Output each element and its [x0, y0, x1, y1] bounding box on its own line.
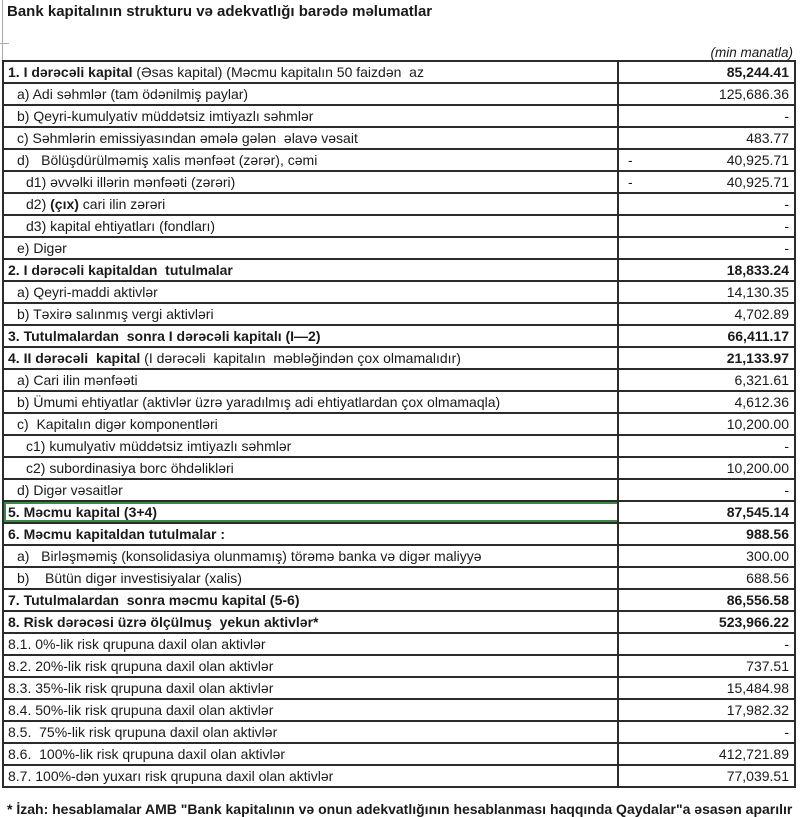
row-label: d3) kapital ehtiyatları (fondları)	[4, 216, 619, 236]
row-label: 3. Tutulmalardan sonra I dərəcəli kapitalı (I—2)	[4, 326, 619, 346]
value-text: -	[784, 482, 789, 498]
table-row	[4, 128, 794, 150]
value-text: 86,556.58	[726, 592, 789, 608]
value-text: 4,612.36	[734, 394, 789, 410]
row-value	[619, 634, 794, 654]
row-value	[619, 700, 794, 720]
row-value	[619, 480, 794, 500]
row-value	[619, 546, 794, 566]
row-label: d) Digər vəsaitlər	[4, 480, 619, 500]
row-label: b) Ümumi ehtiyatlar (aktivlər üzrə yaradılmış adi ehtiyatlardan çox olmamaqla)	[4, 392, 619, 412]
table-row	[4, 282, 794, 304]
table-row	[4, 678, 794, 700]
row-label: 8.7. 100%-dən yuxarı risk qrupuna daxil olan aktivlər	[4, 766, 619, 786]
value-text: -	[784, 438, 789, 454]
value-text: -	[784, 636, 789, 652]
table-row	[4, 700, 794, 722]
sheet-gridline-tick	[0, 43, 9, 44]
row-label: 8.3. 35%-lik risk qrupuna daxil olan aktivlər	[4, 678, 619, 698]
table-row	[4, 260, 794, 282]
table-row	[4, 590, 794, 612]
row-value	[619, 744, 794, 764]
sheet-gridline-vertical	[2, 0, 3, 62]
table-row	[4, 656, 794, 678]
table-row	[4, 238, 794, 260]
value-text: -	[784, 218, 789, 234]
row-label: 8.2. 20%-lik risk qrupuna daxil olan aktivlər	[4, 656, 619, 676]
row-value	[619, 414, 794, 434]
row-value	[619, 106, 794, 126]
row-value	[619, 524, 794, 544]
row-value	[619, 656, 794, 676]
value-text: 300.00	[746, 548, 789, 564]
row-label: d2) (çıx) cari ilin zərəri	[4, 194, 619, 214]
footnote: * İzah: hesablamalar AMB "Bank kapitalının və onun adekvatlığının hesablanması haqqında Qaydalar"a əsasən aparılır	[7, 801, 793, 817]
value-text: 412,721.89	[718, 746, 789, 762]
table-row	[4, 568, 794, 590]
value-text: 483.77	[746, 130, 789, 146]
row-value	[619, 458, 794, 478]
row-label: b) Qeyri-kumulyativ müddətsiz imtiyazlı səhmlər	[4, 106, 619, 126]
unit-label: (min manatla)	[710, 45, 793, 60]
table-row	[4, 502, 794, 524]
row-value	[619, 260, 794, 280]
row-value	[619, 568, 794, 588]
value-text: 21,133.97	[726, 350, 789, 366]
row-label: a) Adi səhmlər (tam ödənilmiş paylar)	[4, 84, 619, 104]
row-label: b) Bütün digər investisiyalar (xalis)	[4, 568, 619, 588]
value-text: 18,833.24	[726, 262, 789, 278]
table-row	[4, 84, 794, 106]
table-row	[4, 194, 794, 216]
table-row	[4, 106, 794, 128]
value-text: -	[784, 196, 789, 212]
row-value	[619, 722, 794, 742]
negative-sign: -	[628, 174, 633, 190]
value-text: 40,925.71	[726, 174, 789, 190]
value-text: 15,484.98	[726, 680, 789, 696]
row-value	[619, 150, 794, 170]
table-row	[4, 304, 794, 326]
row-label: 8.1. 0%-lik risk qrupuna daxil olan aktivlər	[4, 634, 619, 654]
row-value	[619, 238, 794, 258]
table-row	[4, 722, 794, 744]
table-row	[4, 216, 794, 238]
table-row	[4, 370, 794, 392]
row-value	[619, 282, 794, 302]
row-value	[619, 326, 794, 346]
row-label: c) Kapitalın digər komponentləri	[4, 414, 619, 434]
capital-table	[2, 60, 796, 788]
row-label: 8.6. 100%-lik risk qrupuna daxil olan aktivlər	[4, 744, 619, 764]
value-text: 125,686.36	[718, 86, 789, 102]
negative-sign: -	[628, 152, 633, 168]
row-value	[619, 194, 794, 214]
row-label: 5. Məcmu kapital (3+4)	[4, 502, 619, 522]
row-label: 8.4. 50%-lik risk qrupuna daxil olan aktivlər	[4, 700, 619, 720]
value-text: 688.56	[746, 570, 789, 586]
table-row	[4, 150, 794, 172]
table-row	[4, 524, 794, 546]
row-label: a) Birləşməmiş (konsolidasiya olunmamış) törəmə banka və digər maliyyə	[4, 546, 619, 566]
table-row	[4, 414, 794, 436]
table-row	[4, 436, 794, 458]
value-text: 10,200.00	[726, 416, 789, 432]
table-row	[4, 348, 794, 370]
value-text: 6,321.61	[734, 372, 789, 388]
table-row	[4, 326, 794, 348]
row-value	[619, 128, 794, 148]
value-text: 66,411.17	[727, 328, 789, 344]
row-label: d) Bölüşdürülməmiş xalis mənfəət (zərər), cəmi	[4, 150, 619, 170]
row-label: 4. II dərəcəli kapital (I dərəcəli kapitalın məbləğindən çox olmamalıdır)	[4, 348, 619, 368]
row-label: e) Digər	[4, 238, 619, 258]
value-text: 523,966.22	[718, 614, 789, 630]
row-label: 6. Məcmu kapitaldan tutulmalar :	[4, 524, 619, 544]
row-label: 8. Risk dərəcəsi üzrə ölçülmuş yekun aktivlər*	[4, 612, 619, 632]
row-label: a) Cari ilin mənfəəti	[4, 370, 619, 390]
row-value	[619, 304, 794, 324]
table-row	[4, 392, 794, 414]
value-text: 87,545.14	[726, 504, 789, 520]
table-row	[4, 480, 794, 502]
row-value	[619, 612, 794, 632]
value-text: -	[784, 240, 789, 256]
value-text: 10,200.00	[726, 460, 789, 476]
table-row	[4, 612, 794, 634]
value-text: 40,925.71	[726, 152, 789, 168]
row-label: 1. I dərəcəli kapital (Əsas kapital) (Məcmu kapitalın 50 faizdən az	[4, 62, 619, 82]
row-label: c2) subordinasiya borc öhdəlikləri	[4, 458, 619, 478]
page-title: Bank kapitalının strukturu və adekvatlığı barədə məlumatlar	[7, 3, 433, 20]
value-text: 988.56	[746, 526, 789, 542]
value-text: 85,244.41	[726, 64, 789, 80]
row-label: 2. I dərəcəli kapitaldan tutulmalar	[4, 260, 619, 280]
table-row	[4, 458, 794, 480]
row-value	[619, 436, 794, 456]
row-value	[619, 84, 794, 104]
row-value	[619, 392, 794, 412]
row-label: d1) əvvəlki illərin mənfəəti (zərəri)	[4, 172, 619, 192]
row-label: c) Səhmlərin emissiyasından əmələ gələn əlavə vəsait	[4, 128, 619, 148]
row-value	[619, 590, 794, 610]
value-text: 737.51	[746, 658, 789, 674]
row-value	[619, 348, 794, 368]
table-row	[4, 744, 794, 766]
row-label: c1) kumulyativ müddətsiz imtiyazlı səhmlər	[4, 436, 619, 456]
table-row	[4, 546, 794, 568]
value-text: 17,982.32	[726, 702, 789, 718]
row-value	[619, 172, 794, 192]
row-label: b) Təxirə salınmış vergi aktivləri	[4, 304, 619, 324]
row-value	[619, 502, 794, 522]
row-value	[619, 216, 794, 236]
table-row	[4, 172, 794, 194]
row-label: 8.5. 75%-lik risk qrupuna daxil olan aktivlər	[4, 722, 619, 742]
value-text: -	[784, 724, 789, 740]
table-row	[4, 634, 794, 656]
value-text: 4,702.89	[734, 306, 789, 322]
row-value	[619, 678, 794, 698]
row-value	[619, 370, 794, 390]
row-label: 7. Tutulmalardan sonra məcmu kapital (5-6)	[4, 590, 619, 610]
row-label: a) Qeyri-maddi aktivlər	[4, 282, 619, 302]
table-row	[4, 766, 794, 788]
table-row	[4, 62, 794, 84]
value-text: 77,039.51	[726, 768, 789, 784]
row-value	[619, 62, 794, 82]
value-text: 14,130.35	[726, 284, 789, 300]
value-text: -	[784, 108, 789, 124]
row-value	[619, 766, 794, 786]
